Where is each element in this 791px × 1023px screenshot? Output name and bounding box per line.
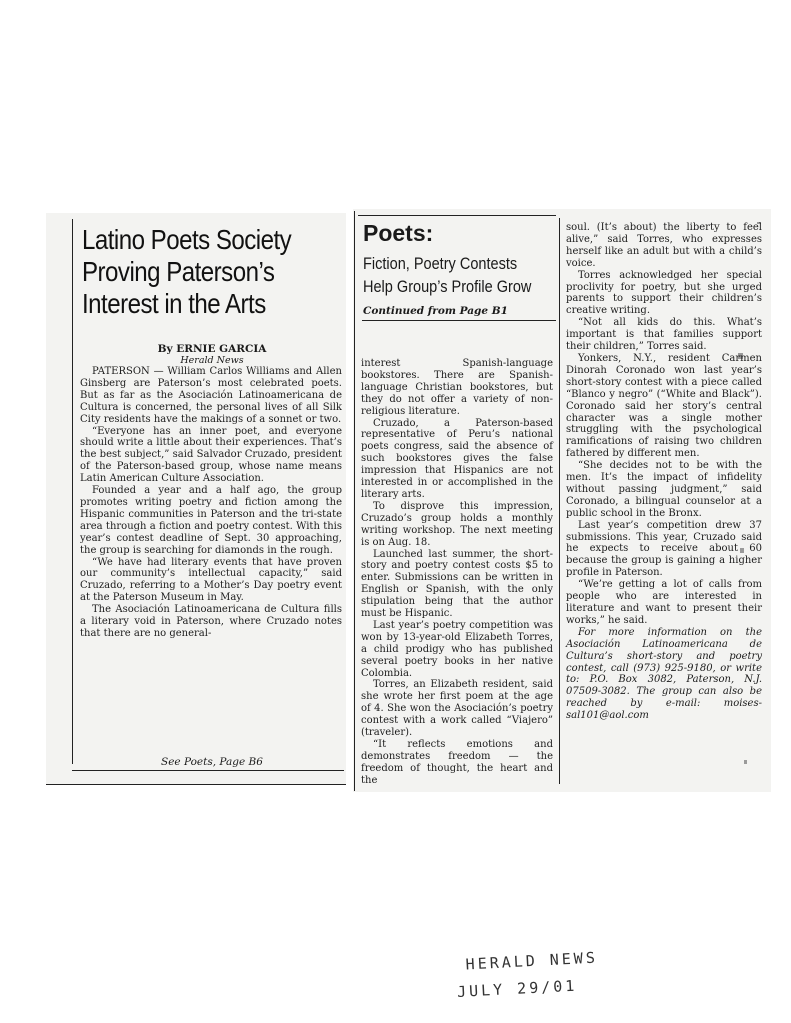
byline: By ERNIE GARCIA: [157, 343, 267, 355]
paragraph: To disprove this impression, Cruzado’s group holds a monthly writing workshop. The next meeting is on Aug. 18.: [361, 500, 553, 548]
paragraph: Torres acknowledged her special proclivity for poetry, but she urged parents to support their children’s creative writing.: [566, 269, 762, 317]
gutter-rule: [559, 218, 560, 784]
headline-line-1: Latino Poets Society: [82, 224, 292, 255]
jump-line: See Poets, Page B6: [161, 756, 263, 768]
paragraph: Torres, an Elizabeth resident, said she wrote her first poem at the age of 4. She won the Asociación’s poetry contest with a work called “Viajero” (traveler).: [361, 679, 553, 739]
paragraph: Founded a year and a half ago, the group promotes writing poetry and fiction among the Hispanic communities in Paterson and the tri-state area through a fiction and poetry contest. With this year’s contest deadline of Sept. 30 approaching, the group is searching for diamonds in the rough.: [80, 485, 342, 556]
subhead-line-1: Fiction, Poetry Contests: [363, 255, 518, 273]
paragraph: Last year’s competition drew 37 submissions. This year, Cruzado said he expects to receive about 60 because the group is gaining a higher profile in Paterson.: [566, 519, 762, 579]
paragraph: “We’re getting a lot of calls from people who are interested in literature and want to present their works,” he said.: [566, 579, 762, 626]
paragraph: “We have had literary events that have proven our community’s intellectual capacity,” said Cruzado, referring to a Mother’s Day poetry event at the Paterson Museum in May.: [80, 556, 342, 604]
paragraph: “It reflects emotions and demonstrates freedom — the freedom of thought, the heart and the: [361, 739, 553, 786]
kicker: Poets:: [363, 220, 434, 246]
left-bottom-rule: [72, 770, 344, 771]
right-clipping-edge: [354, 211, 355, 791]
headline-line-3: Interest in the Arts: [82, 288, 266, 319]
clipping-baseline: [46, 784, 346, 785]
left-column-rule: [72, 219, 73, 764]
headline-line-2: Proving Paterson’s: [82, 256, 275, 287]
paragraph: The Asociación Latinoamericana de Cultura fills a literary void in Paterson, where Cruzado notes that there are no general-: [80, 604, 342, 639]
right-top-rule: [358, 215, 556, 216]
subhead-line-2: Help Group’s Profile Grow: [363, 278, 532, 296]
handwritten-line-2: JULY 29/01: [456, 976, 578, 1001]
handwritten-note: [455, 945, 600, 1006]
paragraph: “Not all kids do this. What’s important is that families support their children,” Torres said.: [566, 317, 762, 353]
paragraph: Cruzado, a Paterson-based representative of Peru’s national poets congress, said the absence of such bookstores gives the false impression that Hispanics are not interested in or accomplished in the literary arts.: [361, 417, 553, 500]
continued-line: Continued from Page B1: [363, 305, 508, 317]
scan-artifact: [744, 760, 747, 764]
paragraph: “She decides not to be with the men. It’s the impact of infidelity without passing judgment,” said Coronado, a bilingual counselor at a public school in the Bronx.: [566, 460, 762, 519]
article-column-right: [566, 222, 762, 722]
paragraph: interest Spanish-language bookstores. There are Spanish-language Christian bookstores, but they do not offer a variety of non-religious literature.: [361, 358, 553, 417]
paragraph: “Everyone has an inner poet, and everyone should write a little about their experiences. That’s the best subject,” said Salvador Cruzado, president of the Paterson-based group, whose name means Latin American Culture Association.: [80, 425, 342, 485]
subhead-rule: [362, 320, 556, 321]
article-column-left: [80, 366, 342, 640]
handwritten-line-1: HERALD NEWS: [465, 948, 599, 974]
paragraph: soul. (It’s about) the liberty to feel alive,” said Torres, who expresses herself like an adult but with a child’s voice.: [566, 222, 762, 269]
paragraph: Launched last summer, the short-story and poetry contest costs $5 to enter. Submissions can be written in English or Spanish, with the only stipulation being that the author must be Hispanic.: [361, 548, 553, 620]
paragraph: Last year’s poetry competition was won by 13-year-old Elizabeth Torres, a child prodigy who has published several poetry books in her native Colombia.: [361, 619, 553, 679]
article-column-middle: [361, 358, 553, 787]
paragraph: PATERSON — William Carlos Williams and Allen Ginsberg are Paterson’s most celebrated poets. But as far as the Asociación Latinoamericana de Cultura is concerned, the personal lives of all Silk City residents have the makings of a sonnet or two.: [80, 366, 342, 425]
paragraph: Yonkers, N.Y., resident Carmen Dinorah Coronado won last year’s short-story contest with a piece called “Blanco y negro” (“White and Black”). Coronado said her story’s central character was a single mother struggling with the psychological ramifications of raising two children fathered by different men.: [566, 352, 762, 460]
contact-info: For more information on the Asociación Latinoamericana de Cultura’s short-story and poetry contest, call (973) 925-9180, or write to: P.O. Box 3082, Paterson, N.J. 07509-3082. The group can also be reached by e-mail: moises-sal101@aol.com: [566, 626, 762, 722]
subhead: [363, 253, 535, 299]
headline: [82, 224, 306, 320]
publication-credit: Herald News: [180, 355, 244, 366]
